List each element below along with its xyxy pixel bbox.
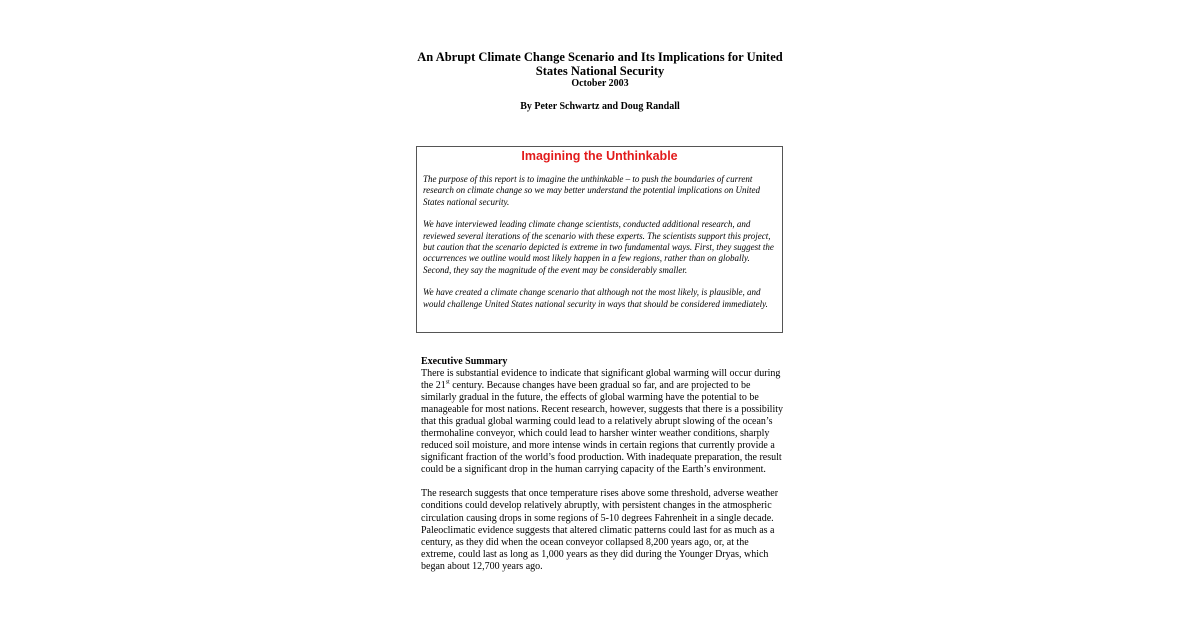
callout-paragraph-3: We have created a climate change scenario that although not the most likely, is plausible, and would challenge United States national security in ways that should be considered immediately. [423,287,768,309]
callout-paragraph-2: We have interviewed leading climate change scientists, conducted additional research, and reviewed several iterations of the scenario with these experts. The scientists support this project, but caution that the scenario depicted is extreme in two fundamental ways. First, they suggest the occurrences we outline would most likely happen in a few regions, rather than on globally. Second, they say the magnitude of the event may be considerably smaller. [423,219,774,275]
paragraph-1-text-start: There is substantial evidence to indicate that significant global warming will occur during the 21 [421,368,781,392]
document-title: An Abrupt Climate Change Scenario and Its Implications for United States National Security [417,50,783,78]
document-date: October 2003 [571,78,629,89]
ordinal-superscript: st [445,379,450,386]
executive-summary-section [421,356,783,573]
callout-heading: Imagining the Unthinkable [521,149,678,163]
callout-paragraph-1: The purpose of this report is to imagine the unthinkable – to push the boundaries of current research on climate change so we may better understand the potential implications on United States national security. [423,174,761,207]
executive-summary-paragraph-2: The research suggests that once temperature rises above some threshold, adverse weather conditions could develop relatively abruptly, with persistent changes in the atmospheric circulation causing drops in some regions of 5-10 degrees Fahrenheit in a single decade. Paleoclimatic evidence suggests that altered climatic patterns could last for as much as a century, as they did when the ocean conveyor collapsed 8,200 years ago, or, at the extreme, could last as long as 1,000 years as they did during the Younger Dryas, which began about 12,700 years ago. [421,488,779,572]
document-authors: By Peter Schwartz and Doug Randall [520,101,680,112]
paragraph-1-text-end: century. Because changes have been gradual so far, and are projected to be similarly gradual in the future, the effects of global warming have the potential to be manageable for most nations. Recent research, however, suggests that there is a possibility that this gradual global warming could lead to a relatively abrupt slowing of the ocean’s thermohaline conveyor, which could lead to harsher winter weather conditions, sharply reduced soil moisture, and more intense winds in certain regions that currently provide a significant fraction of the world’s food production. With inadequate preparation, the result could be a significant drop in the human carrying capacity of the Earth’s environment. [421,380,783,476]
callout-box [416,146,783,333]
executive-summary-heading: Executive Summary [421,356,508,367]
executive-summary-paragraph-1 [421,368,783,476]
